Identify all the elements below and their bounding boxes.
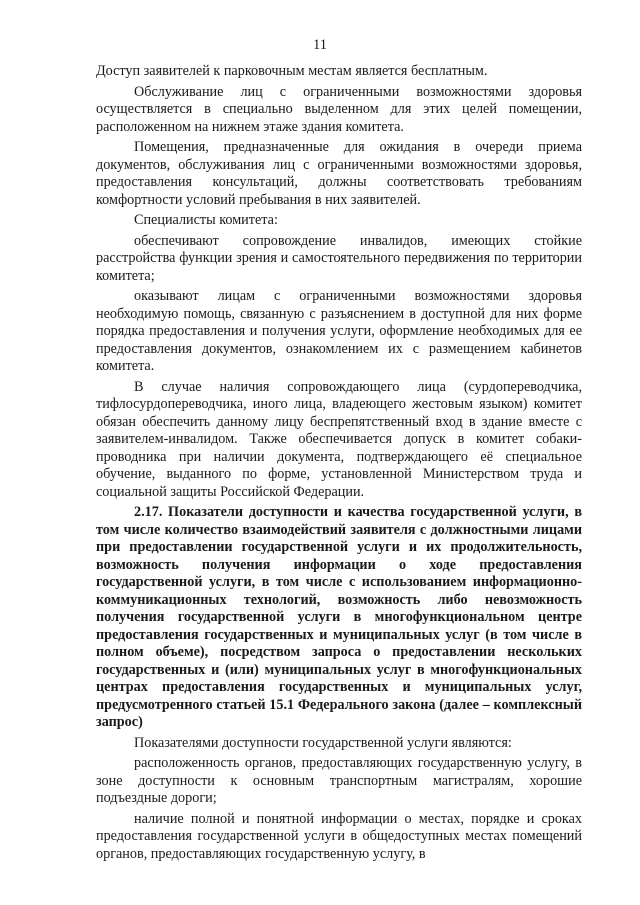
paragraph: В случае наличия сопровождающего лица (сурдопереводчика, тифлосурдопереводчика, иного лица, владеющего жестовым языком) комитет обязан обеспечить данному лицу беспрепятственный вход в здание вместе с заявителем-инвалидом. Также обеспечивается допуск в комитет собаки-проводника при наличии документа, подтверждающего её специальное обучение, выданного по форме, установленной Министерством труда и социальной защиты Российской Федерации.: [96, 378, 582, 500]
page-number: 11: [313, 37, 327, 53]
document-body: [96, 63, 582, 866]
paragraph: оказывают лицам с ограниченными возможностями здоровья необходимую помощь, связанную с разъяснением в доступной для них форме порядка предоставления и получения услуги, оформление необходимых для ее предоставления документов, ознакомлением их с размещением кабинетов комитета.: [96, 288, 582, 374]
paragraph: Специалисты комитета:: [134, 212, 278, 228]
paragraph: Помещения, предназначенные для ожидания в очереди приема документов, обслуживания лиц с ограниченными возможностями здоровья, предоставления консультаций, должны соответствовать требованиям комфортности условий пребывания в них заявителей.: [96, 139, 582, 208]
paragraph: наличие полной и понятной информации о местах, порядке и сроках предоставления государственной услуги в общедоступных местах помещений органов, предоставляющих государственную услугу, в: [96, 810, 582, 862]
section-heading-paragraph: 2.17. Показатели доступности и качества государственной услуги, в том числе количество взаимодействий заявителя с должностными лицами при предоставлении государственной услуги и их продолжительность, возможность получения информации о ходе предоставления государственной услуги, в том числе с использованием информационно-коммуникационных технологий, возможность либо невозможность получения государственной услуги в многофункциональном центре предоставления государственных и муниципальных услуг (в том числе в полном объеме), посредством запроса о предоставлении нескольких государственных и (или) муниципальных услуг в многофункциональных центрах предоставления государственных и муниципальных услуг, предусмотренного статьей 15.1 Федерального закона (далее – комплексный запрос): [96, 504, 582, 730]
paragraph: Доступ заявителей к парковочным местам является бесплатным.: [96, 63, 488, 79]
paragraph: Обслуживание лиц с ограниченными возможностями здоровья осуществляется в специально выделенном для этих целей помещении, расположенном на нижнем этаже здания комитета.: [96, 83, 582, 135]
paragraph: Показателями доступности государственной услуги являются:: [134, 734, 512, 751]
paragraph: обеспечивают сопровождение инвалидов, имеющих стойкие расстройства функции зрения и самостоятельного передвижения по территории комитета;: [96, 232, 582, 284]
paragraph: расположенность органов, предоставляющих государственную услугу, в зоне доступности к основным транспортным магистралям, хорошие подъездные дороги;: [96, 755, 582, 806]
